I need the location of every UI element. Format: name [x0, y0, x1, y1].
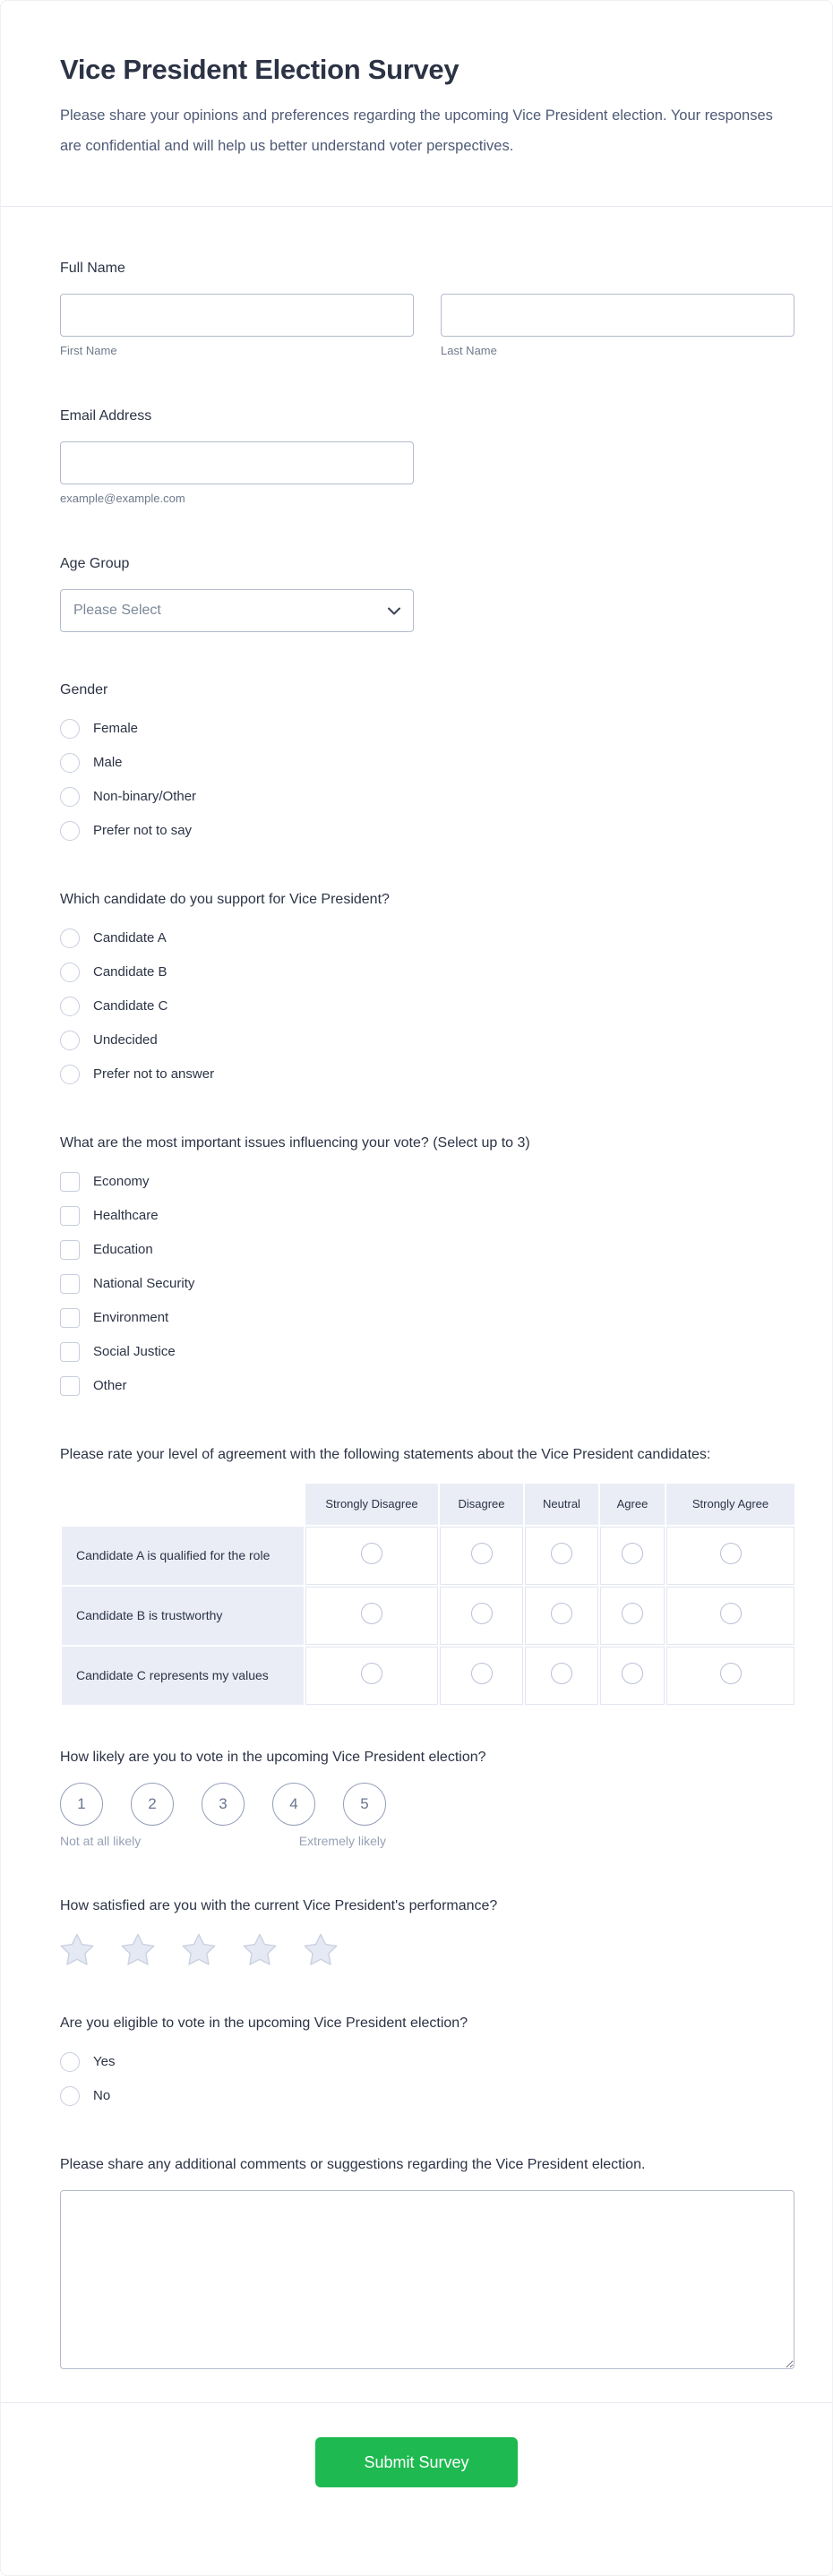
agreement-row-label: Candidate B is trustworthy: [62, 1587, 304, 1645]
radio-button-icon[interactable]: [60, 997, 80, 1016]
agreement-row-label: Candidate C represents my values: [62, 1647, 304, 1705]
agreement-cell: [305, 1647, 438, 1705]
agreement-table-row: [62, 1587, 794, 1645]
full-name-fields: [60, 294, 793, 358]
radio-button-icon[interactable]: [60, 1065, 80, 1084]
question-candidate: [60, 888, 793, 1085]
gender-option-prefer-not-to-say[interactable]: [60, 819, 192, 842]
radio-button-icon[interactable]: [720, 1543, 742, 1564]
agreement-label: Please rate your level of agreement with the following statements about the Vice President candidates:: [60, 1447, 711, 1462]
agreement-cell: [666, 1527, 794, 1585]
eligibility-option-label: No: [93, 2088, 111, 2103]
scale-left-caption: Not at all likely: [60, 1834, 142, 1848]
agreement-column-header: Disagree: [440, 1484, 523, 1525]
gender-option-label: Prefer not to say: [93, 823, 193, 838]
star-icon[interactable]: [182, 1933, 216, 1965]
radio-button-icon[interactable]: [471, 1663, 493, 1684]
candidate-option-undecided[interactable]: [60, 1029, 158, 1051]
gender-option-non-binary-other[interactable]: [60, 785, 196, 808]
gender-option-label: Non-binary/Other: [93, 789, 197, 804]
checkbox-icon[interactable]: [60, 1206, 80, 1226]
gender-options: [60, 717, 793, 842]
gender-option-male[interactable]: [60, 751, 123, 774]
agreement-column-header: Neutral: [525, 1484, 598, 1525]
gender-label: Gender: [60, 682, 108, 697]
gender-option-label: Female: [93, 721, 139, 736]
radio-button-icon[interactable]: [60, 787, 80, 807]
radio-button-icon[interactable]: [471, 1603, 493, 1624]
star-icon[interactable]: [304, 1933, 338, 1965]
agreement-cell: [525, 1527, 598, 1585]
email-input[interactable]: [60, 441, 414, 484]
question-issues: [60, 1132, 793, 1397]
radio-button-icon[interactable]: [361, 1663, 382, 1684]
scale-option-2[interactable]: 2: [131, 1783, 174, 1826]
question-email: [60, 405, 793, 506]
radio-button-icon[interactable]: [720, 1603, 742, 1624]
last-name-sublabel: Last Name: [441, 344, 497, 357]
checkbox-icon[interactable]: [60, 1172, 80, 1192]
full-name-label: Full Name: [60, 261, 125, 276]
issues-option-label: Environment: [93, 1310, 169, 1325]
agreement-row-label: Candidate A is qualified for the role: [62, 1527, 304, 1585]
likelihood-label: How likely are you to vote in the upcoming Vice President election?: [60, 1750, 486, 1765]
issues-option-economy[interactable]: [60, 1170, 150, 1193]
candidate-option-candidate-b[interactable]: [60, 961, 167, 983]
agreement-cell: [440, 1527, 523, 1585]
checkbox-icon[interactable]: [60, 1342, 80, 1362]
radio-button-icon[interactable]: [551, 1543, 572, 1564]
issues-option-label: Education: [93, 1242, 153, 1257]
agreement-column-header: Agree: [600, 1484, 665, 1525]
scale-option-3[interactable]: 3: [202, 1783, 245, 1826]
eligibility-option-label: Yes: [93, 2054, 116, 2069]
agreement-corner-cell: [62, 1484, 304, 1525]
issues-option-label: Social Justice: [93, 1344, 176, 1359]
candidate-option-prefer-not-to-answer[interactable]: [60, 1063, 214, 1085]
question-age-group: [60, 552, 793, 632]
radio-button-icon[interactable]: [60, 1031, 80, 1050]
comments-label: Please share any additional comments or suggestions regarding the Vice President election.: [60, 2157, 646, 2172]
checkbox-icon[interactable]: [60, 1308, 80, 1328]
candidate-option-label: Prefer not to answer: [93, 1066, 215, 1082]
agreement-column-header: Strongly Agree: [666, 1484, 794, 1525]
radio-button-icon[interactable]: [471, 1543, 493, 1564]
scale-option-5[interactable]: 5: [343, 1783, 386, 1826]
email-field-group: [60, 441, 414, 506]
star-icon[interactable]: [243, 1933, 277, 1965]
issues-option-social-justice[interactable]: [60, 1340, 176, 1363]
radio-button-icon[interactable]: [551, 1663, 572, 1684]
radio-button-icon[interactable]: [622, 1543, 643, 1564]
gender-option-label: Male: [93, 755, 123, 770]
agreement-cell: [440, 1647, 523, 1705]
agreement-table: [60, 1482, 796, 1707]
radio-button-icon[interactable]: [622, 1663, 643, 1684]
candidate-option-label: Undecided: [93, 1032, 158, 1048]
age-group-select[interactable]: [60, 589, 414, 632]
scale-option-4[interactable]: 4: [272, 1783, 315, 1826]
candidate-option-label: Candidate C: [93, 998, 168, 1014]
email-fields: [60, 441, 793, 506]
candidate-label: Which candidate do you support for Vice President?: [60, 892, 390, 907]
question-eligibility: [60, 2012, 793, 2107]
issues-option-label: Healthcare: [93, 1208, 159, 1223]
question-full-name: [60, 257, 793, 358]
checkbox-icon[interactable]: [60, 1274, 80, 1294]
last-name-input[interactable]: [441, 294, 794, 337]
agreement-cell: [525, 1587, 598, 1645]
comments-textarea[interactable]: [60, 2190, 794, 2369]
candidate-option-label: Candidate A: [93, 930, 167, 946]
checkbox-icon[interactable]: [60, 1376, 80, 1396]
likelihood-captions: [60, 1834, 386, 1848]
last-name-field-group: [441, 294, 794, 358]
question-agreement: [60, 1443, 793, 1707]
issues-option-other[interactable]: [60, 1374, 127, 1397]
issues-options: [60, 1170, 793, 1397]
first-name-input[interactable]: [60, 294, 414, 337]
radio-button-icon[interactable]: [60, 821, 80, 841]
candidate-option-candidate-c[interactable]: [60, 995, 167, 1017]
agreement-cell: [600, 1587, 665, 1645]
satisfaction-stars: [60, 1933, 793, 1965]
form-footer: [1, 2403, 832, 2541]
agreement-table-row: [62, 1527, 794, 1585]
radio-button-icon[interactable]: [60, 963, 80, 982]
issues-option-label: Economy: [93, 1174, 150, 1189]
agreement-cell: [305, 1587, 438, 1645]
agreement-cell: [525, 1647, 598, 1705]
question-comments: [60, 2153, 793, 2374]
eligibility-option-yes[interactable]: [60, 2050, 115, 2073]
age-group-label: Age Group: [60, 556, 130, 571]
eligibility-option-no[interactable]: [60, 2084, 110, 2107]
agreement-cell: [600, 1527, 665, 1585]
first-name-field-group: [60, 294, 414, 358]
candidate-option-label: Candidate B: [93, 964, 167, 980]
issues-label: What are the most important issues influencing your vote? (Select up to 3): [60, 1135, 530, 1151]
chevron-down-icon: [388, 607, 400, 615]
radio-button-icon[interactable]: [60, 719, 80, 739]
gender-option-female[interactable]: [60, 717, 138, 740]
eligibility-options: [60, 2050, 793, 2107]
survey-description: Please share your opinions and preferences regarding the upcoming Vice President election. Your responses are confidential and will help us better understand voter perspectives.: [60, 107, 773, 154]
satisfaction-label: How satisfied are you with the current Vice President's performance?: [60, 1898, 498, 1913]
issues-option-label: National Security: [93, 1276, 195, 1291]
radio-button-icon[interactable]: [622, 1603, 643, 1624]
agreement-cell: [600, 1647, 665, 1705]
eligibility-label: Are you eligible to vote in the upcoming Vice President election?: [60, 2015, 468, 2031]
radio-button-icon[interactable]: [551, 1603, 572, 1624]
scale-right-caption: Extremely likely: [298, 1834, 386, 1848]
question-likelihood: [60, 1746, 793, 1848]
checkbox-icon[interactable]: [60, 1240, 80, 1260]
radio-button-icon[interactable]: [60, 929, 80, 948]
issues-option-education[interactable]: [60, 1238, 153, 1261]
radio-button-icon[interactable]: [361, 1543, 382, 1564]
radio-button-icon[interactable]: [720, 1663, 742, 1684]
form-body: [1, 207, 832, 2374]
star-icon[interactable]: [60, 1933, 94, 1965]
agreement-cell: [666, 1647, 794, 1705]
agreement-cell: [440, 1587, 523, 1645]
scale-option-1[interactable]: 1: [60, 1783, 103, 1826]
issues-option-label: Other: [93, 1378, 127, 1393]
likelihood-scale: [60, 1783, 793, 1826]
survey-header: [1, 1, 832, 206]
submit-button[interactable]: Submit Survey: [315, 2437, 518, 2487]
agreement-cell: [305, 1527, 438, 1585]
candidate-option-candidate-a[interactable]: [60, 927, 167, 949]
email-label: Email Address: [60, 408, 152, 424]
question-satisfaction: [60, 1895, 793, 1965]
page-title: Vice President Election Survey: [60, 54, 459, 85]
first-name-sublabel: First Name: [60, 344, 117, 357]
star-icon[interactable]: [121, 1933, 155, 1965]
issues-option-healthcare[interactable]: [60, 1204, 159, 1227]
age-group-placeholder: Please Select: [73, 603, 161, 618]
radio-button-icon[interactable]: [60, 2086, 80, 2106]
radio-button-icon[interactable]: [361, 1603, 382, 1624]
agreement-column-header: Strongly Disagree: [305, 1484, 438, 1525]
issues-option-national-security[interactable]: [60, 1272, 194, 1295]
question-gender: [60, 679, 793, 842]
radio-button-icon[interactable]: [60, 2052, 80, 2072]
candidate-options: [60, 927, 793, 1085]
radio-button-icon[interactable]: [60, 753, 80, 773]
agreement-cell: [666, 1587, 794, 1645]
issues-option-environment[interactable]: [60, 1306, 168, 1329]
email-sublabel: example@example.com: [60, 492, 185, 505]
agreement-table-row: [62, 1647, 794, 1705]
